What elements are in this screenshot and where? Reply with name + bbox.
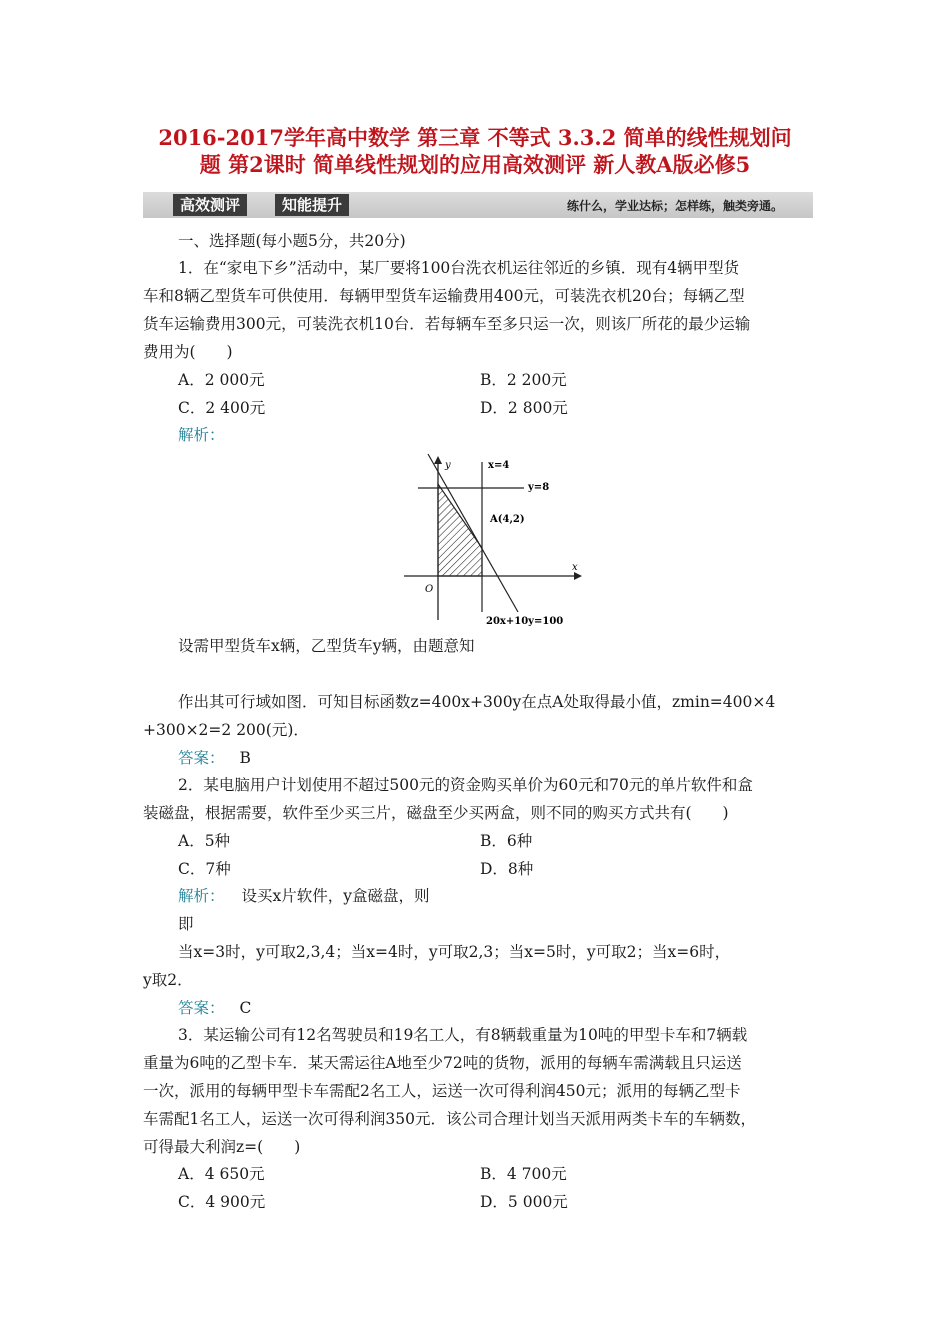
q2-ji: 即 — [178, 915, 194, 933]
label-point-a: A(4,2) — [490, 514, 525, 525]
q2-answer-label: 答案： — [178, 999, 225, 1017]
q1-line-2: 车和8辆乙型货车可供使用．每辆甲型货车运输费用400元，可装洗衣机20台；每辆乙型 — [143, 287, 745, 305]
q3-line-1: 3．某运输公司有12名驾驶员和19名工人，有8辆载重量为10吨的甲型卡车和7辆载 — [178, 1026, 748, 1044]
title-line-2: 题 第2课时 简单线性规划的应用高效测评 新人教A版必修5 — [199, 152, 751, 177]
section-banner — [143, 192, 813, 218]
q3-option-d: D．5 000元 — [480, 1193, 568, 1211]
q1-solution-line-2: +300×2=2 200(元)． — [143, 721, 309, 739]
banner-tag-gaoxiao: 高效测评 — [173, 194, 247, 216]
q2-analysis — [178, 886, 429, 906]
label-origin: O — [425, 584, 434, 595]
q3-option-c: C．4 900元 — [178, 1193, 266, 1211]
title-line-1: 2016-2017学年高中数学 第三章 不等式 3.3.2 简单的线性规划问 — [158, 125, 792, 150]
label-constraint-line: 20x+10y=100 — [486, 616, 564, 627]
section-heading: 一、选择题(每小题5分，共20分) — [178, 232, 406, 250]
document-title — [120, 124, 830, 178]
q2-line-2: 装磁盘，根据需要，软件至少买三片，磁盘至少买两盒，则不同的购买方式共有( ) — [143, 804, 729, 822]
q2-answer-value: C — [239, 999, 252, 1017]
q3-line-4: 车需配1名工人，运送一次可得利润350元．该公司合理计划当天派用两类卡车的车辆数， — [143, 1110, 756, 1128]
q3-line-3: 一次，派用的每辆甲型卡车需配2名工人，运送一次可得利润450元；派用的每辆乙型卡 — [143, 1082, 741, 1100]
y-axis-arrow — [434, 456, 442, 464]
q1-answer — [178, 748, 251, 768]
q2-solution-line-2: y取2． — [143, 971, 193, 989]
q2-solution-line-1: 当x=3时，y可取2,3,4；当x=4时，y可取2,3；当x=5时，y可取2；当x=6时， — [178, 943, 731, 961]
x-axis-arrow — [574, 572, 582, 580]
banner-tag-zhineng: 知能提升 — [275, 194, 349, 216]
q2-option-b: B．6种 — [480, 832, 533, 850]
q3-line-5: 可得最大利润z=( ) — [143, 1138, 301, 1156]
q1-option-b: B．2 200元 — [480, 371, 567, 389]
label-x: x — [572, 562, 578, 573]
q3-option-a: A．4 650元 — [178, 1165, 265, 1183]
feasible-region-graph — [396, 452, 586, 628]
q1-option-a: A．2 000元 — [178, 371, 265, 389]
q1-setup-text: 设需甲型货车x辆，乙型货车y辆，由题意知 — [178, 637, 475, 655]
q1-solution-line-1: 作出其可行域如图．可知目标函数z=400x+300y在点A处取得最小值，zmin=400×4 — [178, 693, 776, 711]
q2-analysis-label: 解析： — [178, 887, 225, 905]
q2-option-a: A．5种 — [178, 832, 231, 850]
label-y-equals-8: y=8 — [528, 482, 550, 493]
banner-slogan: 练什么，学业达标；怎样练，触类旁通。 — [566, 199, 783, 213]
label-y: y — [445, 460, 451, 471]
q2-answer — [178, 998, 251, 1018]
feasible-region — [438, 484, 482, 576]
q1-answer-label: 答案： — [178, 749, 225, 767]
q1-option-c: C．2 400元 — [178, 399, 266, 417]
q1-line-3: 货车运输费用300元，可装洗衣机10台．若每辆车至多只运一次，则该厂所花的最少运输 — [143, 315, 751, 333]
q2-option-c: C．7种 — [178, 860, 231, 878]
q3-line-2: 重量为6吨的乙型卡车．某天需运往A地至少72吨的货物，派用的每辆车需满载且只运送 — [143, 1054, 742, 1072]
label-x-equals-4: x=4 — [488, 460, 510, 471]
q3-option-b: B．4 700元 — [480, 1165, 567, 1183]
q2-line-1: 2．某电脑用户计划使用不超过500元的资金购买单价为60元和70元的单片软件和盒 — [178, 776, 753, 794]
q2-analysis-text: 设买x片软件，y盒磁盘，则 — [241, 887, 430, 905]
q1-answer-value: B — [239, 749, 251, 767]
q1-option-d: D．2 800元 — [480, 399, 568, 417]
q1-analysis-label: 解析： — [178, 426, 225, 444]
q1-line-4: 费用为( ) — [143, 343, 233, 361]
q1-line-1: 1．在“家电下乡”活动中，某厂要将100台洗衣机运往邻近的乡镇．现有4辆甲型货 — [178, 259, 740, 277]
q2-option-d: D．8种 — [480, 860, 534, 878]
